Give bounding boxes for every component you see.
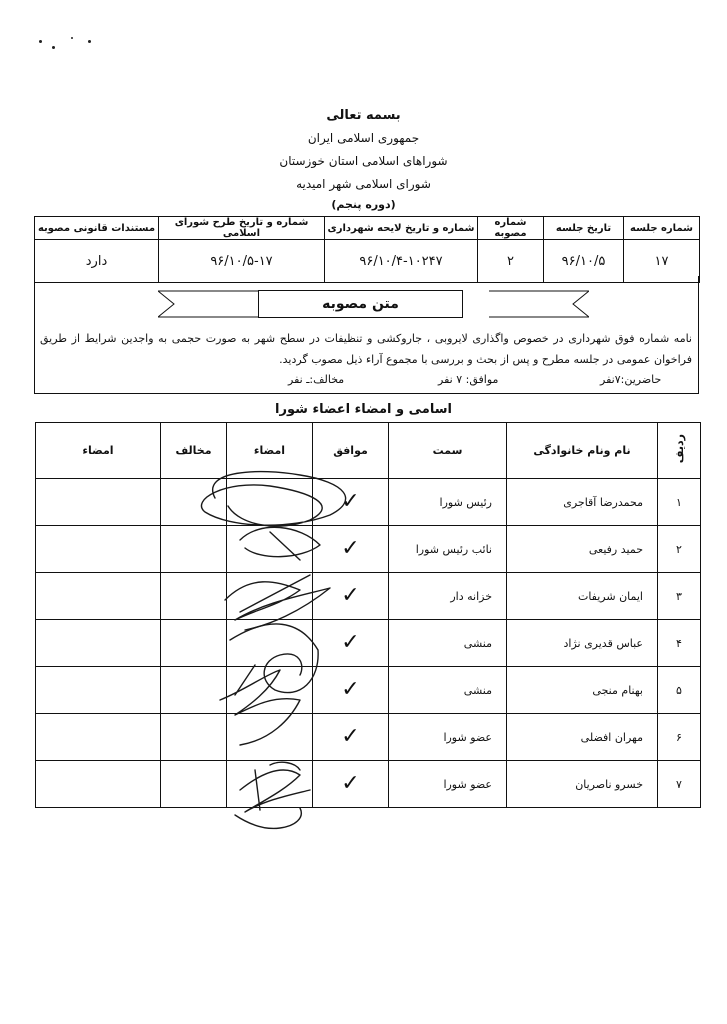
signature-cell-2: [36, 667, 161, 714]
against-cell: [161, 573, 227, 620]
signature-cell-2: [36, 761, 161, 808]
members-table: [35, 422, 701, 808]
meta-value: ۹۶/۱۰/۴-۱۰۲۴۷: [325, 240, 478, 283]
meta-value: ۱۷: [624, 240, 700, 283]
member-name: محمدرضا آقاجری: [507, 479, 658, 526]
signature-7: [235, 808, 301, 828]
meta-header: شماره و تاریخ لایحه شهرداری: [325, 217, 478, 240]
agree-cell: [313, 667, 389, 714]
row-index: ۴: [658, 620, 701, 667]
against-cell: [161, 620, 227, 667]
signature-cell: [227, 714, 313, 761]
header-against: مخالف: [161, 423, 227, 479]
header-signature: امضاء: [227, 423, 313, 479]
agree-cell: [313, 526, 389, 573]
signature-cell-2: [36, 573, 161, 620]
header-province-councils: شوراهای اسلامی استان خوزستان: [279, 154, 448, 168]
header-agree: موافق: [313, 423, 389, 479]
meta-value: ۹۶/۱۰/۵: [544, 240, 624, 283]
agree-cell: [313, 714, 389, 761]
checkmark: ✓: [341, 677, 360, 702]
meta-value: ۹۶/۱۰/۵-۱۷: [159, 240, 325, 283]
table-row: [36, 479, 701, 526]
checkmark: ✓: [341, 630, 360, 655]
checkmark: ✓: [341, 583, 360, 608]
meta-header: تاریخ جلسه: [544, 217, 624, 240]
member-name: عباس قدیری نژاد: [507, 620, 658, 667]
member-role: رئیس شورا: [389, 479, 507, 526]
header-country: جمهوری اسلامی ایران: [307, 131, 420, 145]
signature-cell: [227, 620, 313, 667]
row-index: ۱: [658, 479, 701, 526]
scan-speck: [52, 46, 55, 49]
agree-cell: [313, 620, 389, 667]
meta-header: مستندات قانونی مصوبه: [35, 217, 159, 240]
header-bismillah: بسمه تعالی: [326, 108, 401, 123]
resolution-title: متن مصوبه: [258, 290, 463, 318]
meta-header: شماره جلسه: [624, 217, 700, 240]
signature-cell-2: [36, 479, 161, 526]
against-cell: [161, 714, 227, 761]
agree-cell: [313, 573, 389, 620]
header-city-council: شورای اسلامی شهر امیدیه: [296, 177, 431, 191]
checkmark: ✓: [341, 771, 360, 796]
signature-cell-2: [36, 714, 161, 761]
against-cell: [161, 667, 227, 714]
signature-cell: [227, 573, 313, 620]
members-title: اسامی و امضاء اعضاء شورا: [275, 402, 452, 417]
meta-value: ۲: [478, 240, 544, 283]
row-index: ۶: [658, 714, 701, 761]
member-role: منشی: [389, 667, 507, 714]
signature-cell: [227, 667, 313, 714]
member-name: خسرو ناصریان: [507, 761, 658, 808]
against-cell: [161, 526, 227, 573]
checkmark: ✓: [341, 489, 360, 514]
signature-cell: [227, 479, 313, 526]
signature-cell-2: [36, 526, 161, 573]
header-row-number: [658, 423, 701, 479]
against-count: مخالف:ـ نفر: [288, 373, 345, 386]
present-count: حاضرین:۷نفر: [600, 373, 662, 386]
header-term: (دوره پنجم): [331, 198, 396, 211]
agree-cell: [313, 761, 389, 808]
table-row: [36, 620, 701, 667]
table-row: [36, 573, 701, 620]
signature-cell-2: [36, 620, 161, 667]
header-role: سمت: [389, 423, 507, 479]
meta-table: [34, 216, 700, 283]
meta-header: شماره مصوبه: [478, 217, 544, 240]
agree-cell: [313, 479, 389, 526]
checkmark: ✓: [341, 724, 360, 749]
signature-cell: [227, 761, 313, 808]
against-cell: [161, 761, 227, 808]
member-name: مهران افضلی: [507, 714, 658, 761]
member-role: عضو شورا: [389, 761, 507, 808]
table-row: [36, 526, 701, 573]
member-name: حمید رفیعی: [507, 526, 658, 573]
scan-speck: [71, 37, 73, 39]
row-index: ۷: [658, 761, 701, 808]
table-row: [36, 667, 701, 714]
member-role: منشی: [389, 620, 507, 667]
scan-speck: [39, 40, 42, 43]
member-role: عضو شورا: [389, 714, 507, 761]
member-role: خزانه دار: [389, 573, 507, 620]
member-name: بهنام منجی: [507, 667, 658, 714]
scan-speck: [88, 40, 91, 43]
row-index: ۲: [658, 526, 701, 573]
signature-cell: [227, 526, 313, 573]
checkmark: ✓: [341, 536, 360, 561]
table-row: [36, 761, 701, 808]
table-row: [36, 714, 701, 761]
member-role: نائب رئیس شورا: [389, 526, 507, 573]
row-number-label: ردیف: [672, 434, 686, 464]
against-cell: [161, 479, 227, 526]
row-index: ۳: [658, 573, 701, 620]
header-name: نام ونام خانوادگی: [507, 423, 658, 479]
member-name: ایمان شریفات: [507, 573, 658, 620]
meta-header: شماره و تاریخ طرح شورای اسلامی: [159, 217, 325, 240]
row-index: ۵: [658, 667, 701, 714]
resolution-text: نامه شماره فوق شهرداری در خصوص واگذاری لایروبی ، جاروکشی و تنظیفات در سطح شهر به صورت حجمی به واجدین شرایط از طریق فراخوان عمومی در جلسه مطرح و پس از بحث و بررسی با مجموع آراء ذیل مصوب گردید.: [40, 332, 692, 366]
meta-value: دارد: [35, 240, 159, 283]
agree-count: موافق: ۷ نفر: [438, 373, 499, 386]
header-signature-2: امضاء: [36, 423, 161, 479]
